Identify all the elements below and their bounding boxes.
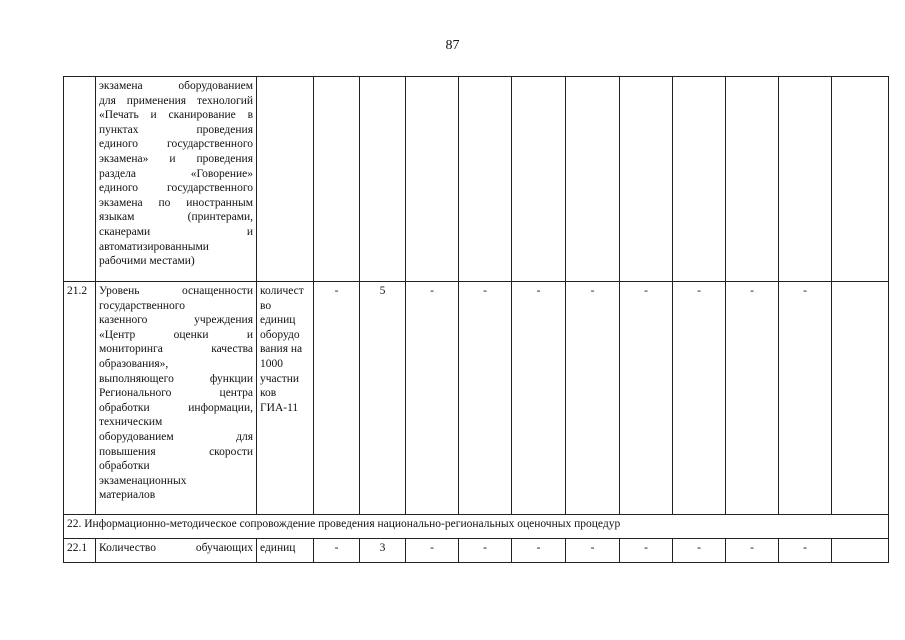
value-cell	[832, 539, 889, 563]
value-cell	[406, 77, 459, 282]
value-cell: -	[673, 282, 726, 515]
unit-line: ков	[260, 387, 277, 400]
indicator-description	[96, 282, 257, 515]
unit-line: оборудо	[260, 328, 300, 341]
description-line: Количество обучающих	[99, 542, 253, 554]
value-cell	[779, 77, 832, 282]
value-cell	[673, 77, 726, 282]
unit-line: вания на	[260, 343, 303, 356]
description-line: выполняющего функции	[99, 372, 253, 385]
value-cell: -	[406, 539, 459, 563]
description-line: пунктах проведения	[99, 123, 253, 136]
description-line: автоматизированными	[99, 240, 209, 253]
unit-line: во	[260, 299, 272, 312]
description-line: мониторинга качества	[99, 343, 253, 356]
value-cell	[832, 77, 889, 282]
description-line: экзамена по иностранным	[99, 196, 253, 209]
description-line: казенного учреждения	[99, 314, 253, 327]
description-line: для применения технологий	[99, 94, 253, 107]
description-line: раздела «Говорение»	[99, 167, 253, 180]
value-cell: -	[566, 282, 620, 515]
row-number	[64, 77, 96, 282]
description-line: «Центр оценки и	[99, 328, 253, 341]
value-cell: -	[673, 539, 726, 563]
description-line: единого государственного	[99, 138, 253, 151]
value-cell: -	[620, 539, 673, 563]
unit-line: 1000	[260, 357, 283, 370]
value-cell	[459, 77, 512, 282]
value-cell: -	[566, 539, 620, 563]
unit-line: участни	[260, 372, 300, 385]
description-line: техническим	[99, 416, 163, 429]
indicator-description	[96, 77, 257, 282]
description-line: экзамена» и проведения	[99, 152, 253, 165]
description-line: экзаменационных	[99, 474, 187, 487]
description-line: единого государственного	[99, 182, 253, 195]
row-number: 21.2	[64, 282, 96, 515]
value-cell: -	[406, 282, 459, 515]
value-cell	[620, 77, 673, 282]
value-cell: -	[512, 539, 566, 563]
unit-of-measure	[257, 282, 314, 515]
value-cell	[566, 77, 620, 282]
value-cell	[360, 77, 406, 282]
value-cell: -	[779, 539, 832, 563]
value-cell: -	[314, 539, 360, 563]
row-number: 22.1	[64, 539, 96, 563]
unit-of-measure	[257, 539, 314, 563]
value-cell: 5	[360, 282, 406, 515]
unit-line: ГИА-11	[260, 401, 299, 414]
description-line: рабочими местами)	[99, 255, 195, 268]
value-cell: -	[726, 282, 779, 515]
description-line: Регионального центра	[99, 387, 253, 400]
value-cell: -	[459, 539, 512, 563]
description-line: сканерами и	[99, 225, 253, 238]
table-row	[64, 282, 889, 515]
description-line: образования»,	[99, 357, 169, 370]
value-cell: -	[779, 282, 832, 515]
value-cell: -	[314, 282, 360, 515]
value-cell: -	[620, 282, 673, 515]
description-line: материалов	[99, 489, 156, 502]
description-line: оборудованием для	[99, 430, 253, 443]
unit-line: единиц	[260, 542, 296, 554]
value-cell: -	[512, 282, 566, 515]
value-cell	[726, 77, 779, 282]
unit-line: единиц	[260, 314, 296, 327]
value-cell	[512, 77, 566, 282]
value-cell	[314, 77, 360, 282]
value-cell: -	[459, 282, 512, 515]
description-line: обработки	[99, 460, 150, 473]
description-line: Уровень оснащенности	[99, 285, 253, 297]
indicator-table	[63, 76, 889, 563]
table-row	[64, 539, 889, 563]
description-line: языкам (принтерами,	[99, 211, 253, 224]
description-line: государственного	[99, 299, 185, 312]
description-line: повышения скорости	[99, 445, 253, 458]
unit-of-measure	[257, 77, 314, 282]
unit-line: количест	[260, 285, 304, 297]
value-cell: -	[726, 539, 779, 563]
section-row	[64, 515, 889, 539]
description-line: экзамена оборудованием	[99, 80, 253, 92]
description-line: обработки информации,	[99, 401, 253, 414]
value-cell: 3	[360, 539, 406, 563]
value-cell	[832, 282, 889, 515]
page-number: 87	[445, 38, 460, 53]
section-title: 22. Информационно-методическое сопровождение проведения национально-региональных оценочных процедур	[64, 515, 889, 539]
table-row	[64, 77, 889, 282]
description-line: «Печать и сканирование в	[99, 109, 253, 122]
indicator-description	[96, 539, 257, 563]
